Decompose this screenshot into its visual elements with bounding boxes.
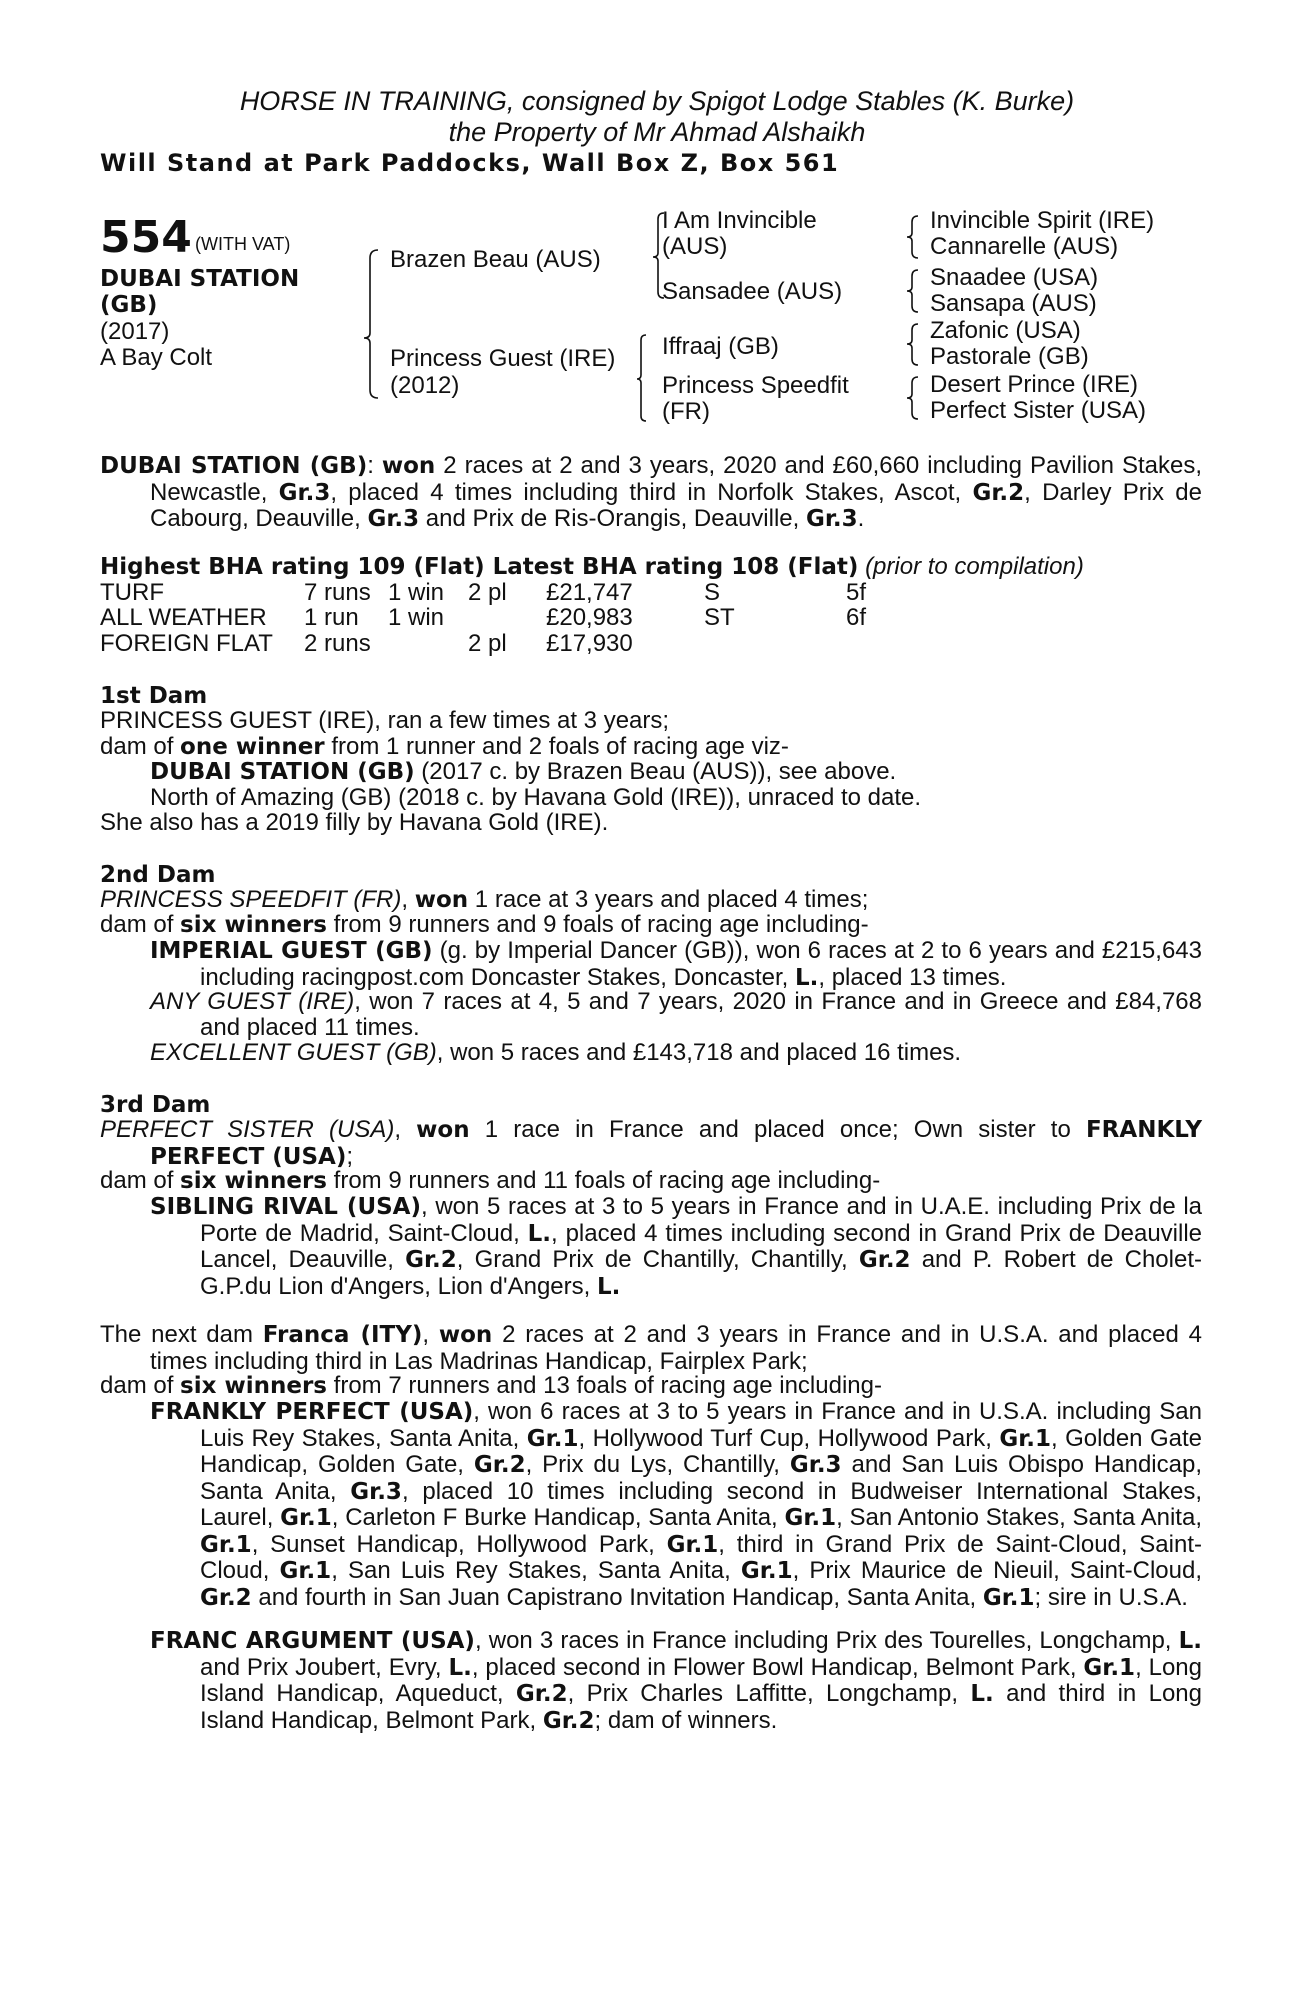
dam: Princess Guest (IRE)	[390, 345, 616, 372]
second-dam-heading: 2nd Dam	[100, 862, 216, 888]
rating-places: 2 pl	[468, 579, 507, 606]
ggp-1: Invincible Spirit (IRE)	[930, 207, 1155, 234]
ggp-3: Snaadee (USA)	[930, 264, 1099, 291]
rating-runs: 7 runs	[304, 579, 371, 606]
rating-going: ST	[704, 604, 735, 631]
rating-distance: 6f	[846, 604, 867, 631]
next-dam-foal: FRANC ARGUMENT (USA), won 3 races in France including Prix des Tourelles, Longchamp, L. and Prix Joubert, Evry, L., placed second in Flower Bowl Handicap, Belmont Park, Gr.1, Long Island Handicap, Aqueduct, Gr.2, Prix Charles Laffitte, Longchamp, L. and third in Long Island Handicap, Belmont Park, Gr.2; dam of winners.	[150, 1627, 1202, 1734]
next-dam-line: The next dam Franca (ITY), won 2 races at 2 and 3 years in France and in U.S.A. and placed 4 times including third in Las Madrinas Handicap, Fairplex Park;	[100, 1321, 1202, 1375]
first-dam-foal: DUBAI STATION (GB) (2017 c. by Brazen Beau (AUS)), see above.	[150, 758, 897, 785]
rating-surface: TURF	[100, 579, 164, 606]
header-property: the Property of Mr Ahmad Alshaikh	[448, 117, 866, 147]
dam-sire: Iffraaj (GB)	[662, 333, 779, 360]
sire-sire-country: (AUS)	[662, 233, 728, 260]
second-dam-produce: dam of six winners from 9 runners and 9 foals of racing age including-	[100, 911, 869, 938]
ggp-6: Pastorale (GB)	[930, 343, 1089, 370]
sire: Brazen Beau (AUS)	[390, 246, 601, 273]
ratings-heading: Highest BHA rating 109 (Flat) Latest BHA rating 108 (Flat) (prior to compilation)	[100, 553, 1084, 580]
vat-note: (WITH VAT)	[195, 234, 291, 254]
rating-wins: 1 win	[388, 604, 445, 631]
horse-country: (GB)	[100, 292, 158, 318]
rating-going: S	[704, 579, 721, 606]
rating-surface: ALL WEATHER	[100, 604, 267, 631]
second-dam-line: PRINCESS SPEEDFIT (FR), won 1 race at 3 years and placed 4 times;	[100, 886, 869, 913]
rating-prize: £17,930	[546, 630, 633, 657]
second-dam-foal: IMPERIAL GUEST (GB) (g. by Imperial Dancer (GB)), won 6 races at 2 to 6 years and £215,643 including racingpost.com Doncaster Stakes, Doncaster, L., placed 13 times.	[150, 937, 1202, 991]
third-dam-line: PERFECT SISTER (USA), won 1 race in France and placed once; Own sister to FRANKLY PERFECT (USA);	[100, 1116, 1202, 1170]
rating-prize: £20,983	[546, 604, 633, 631]
ggp-8: Perfect Sister (USA)	[930, 397, 1147, 424]
header-consignor: HORSE IN TRAINING, consigned by Spigot Lodge Stables (K. Burke)	[239, 86, 1075, 116]
race-summary: DUBAI STATION (GB): won 2 races at 2 and 3 years, 2020 and £60,660 including Pavilion Stakes, Newcastle, Gr.3, placed 4 times including third in Norfolk Stakes, Ascot, Gr.2, Darley Prix de Cabourg, Deauville, Gr.3 and Prix de Ris-Orangis, Deauville, Gr.3.	[100, 452, 1202, 532]
second-dam-foal: EXCELLENT GUEST (GB), won 5 races and £143,718 and placed 16 times.	[150, 1039, 962, 1066]
first-dam-note: She also has a 2019 filly by Havana Gold (IRE).	[100, 809, 609, 836]
lot-number: 554	[100, 212, 192, 263]
rating-wins: 1 win	[388, 579, 445, 606]
ggp-2: Cannarelle (AUS)	[930, 233, 1119, 260]
third-dam-heading: 3rd Dam	[100, 1092, 211, 1118]
rating-prize: £21,747	[546, 579, 633, 606]
rating-runs: 1 run	[304, 604, 359, 631]
sire-dam: Sansadee (AUS)	[662, 278, 843, 305]
second-dam-foal: ANY GUEST (IRE), won 7 races at 4, 5 and 7 years, 2020 in France and in Greece and £84,768 and placed 11 times.	[150, 988, 1203, 1041]
bracket-dam	[637, 335, 646, 421]
bracket-ds	[907, 324, 918, 365]
rating-places: 2 pl	[468, 630, 507, 657]
sire-sire: I Am Invincible	[662, 207, 817, 234]
rating-surface: FOREIGN FLAT	[100, 630, 273, 657]
bracket-main	[364, 250, 378, 398]
first-dam-foal: North of Amazing (GB) (2018 c. by Havana Gold (IRE)), unraced to date.	[150, 784, 922, 811]
bracket-dd	[907, 377, 918, 419]
dam-dam: Princess Speedfit	[662, 372, 849, 399]
dam-dam-country: (FR)	[662, 398, 710, 425]
header-location: Will Stand at Park Paddocks, Wall Box Z, Box 561	[100, 149, 840, 177]
third-dam-produce: dam of six winners from 9 runners and 11 foals of racing age including-	[100, 1167, 881, 1194]
first-dam-heading: 1st Dam	[100, 683, 208, 709]
rating-distance: 5f	[846, 579, 867, 606]
next-dam-foal: FRANKLY PERFECT (USA), won 6 races at 3 to 5 years in France and in U.S.A. including San Luis Rey Stakes, Santa Anita, Gr.1, Hollywood Turf Cup, Hollywood Park, Gr.1, Golden Gate Handicap, Golden Gate, Gr.2, Prix du Lys, Chantilly, Gr.3 and San Luis Obispo Handicap, Santa Anita, Gr.3, placed 10 times including second in Budweiser International Stakes, Laurel, Gr.1, Carleton F Burke Handicap, Santa Anita, Gr.1, San Antonio Stakes, Santa Anita, Gr.1, Sunset Handicap, Hollywood Park, Gr.1, third in Grand Prix de Saint-Cloud, Saint-Cloud, Gr.1, San Luis Rey Stakes, Santa Anita, Gr.1, Prix Maurice de Nieuil, Saint-Cloud, Gr.2 and fourth in San Juan Capistrano Invitation Handicap, Santa Anita, Gr.1; sire in U.S.A.	[150, 1398, 1203, 1611]
third-dam-foal: SIBLING RIVAL (USA), won 5 races at 3 to 5 years in France and in U.A.E. including Prix de la Porte de Madrid, Saint-Cloud, L., placed 4 times including second in Grand Prix de Deauville Lancel, Deauville, Gr.2, Grand Prix de Chantilly, Chantilly, Gr.2 and P. Robert de Cholet-G.P.du Lion d'Angers, Lion d'Angers, L.	[150, 1193, 1203, 1300]
horse-year: (2017)	[100, 318, 170, 345]
first-dam-produce: dam of one winner from 1 runner and 2 foals of racing age viz-	[100, 733, 789, 760]
first-dam-line: PRINCESS GUEST (IRE), ran a few times at 3 years;	[100, 707, 670, 734]
bracket-ss	[907, 216, 918, 258]
horse-name: DUBAI STATION	[100, 266, 300, 292]
dam-year: (2012)	[390, 372, 460, 399]
horse-description: A Bay Colt	[100, 344, 213, 371]
ggp-5: Zafonic (USA)	[930, 317, 1081, 344]
rating-runs: 2 runs	[304, 630, 371, 657]
ggp-4: Sansapa (AUS)	[930, 290, 1097, 317]
ggp-7: Desert Prince (IRE)	[930, 371, 1139, 398]
bracket-sd	[907, 270, 918, 312]
next-dam-produce: dam of six winners from 7 runners and 13 foals of racing age including-	[100, 1372, 882, 1399]
